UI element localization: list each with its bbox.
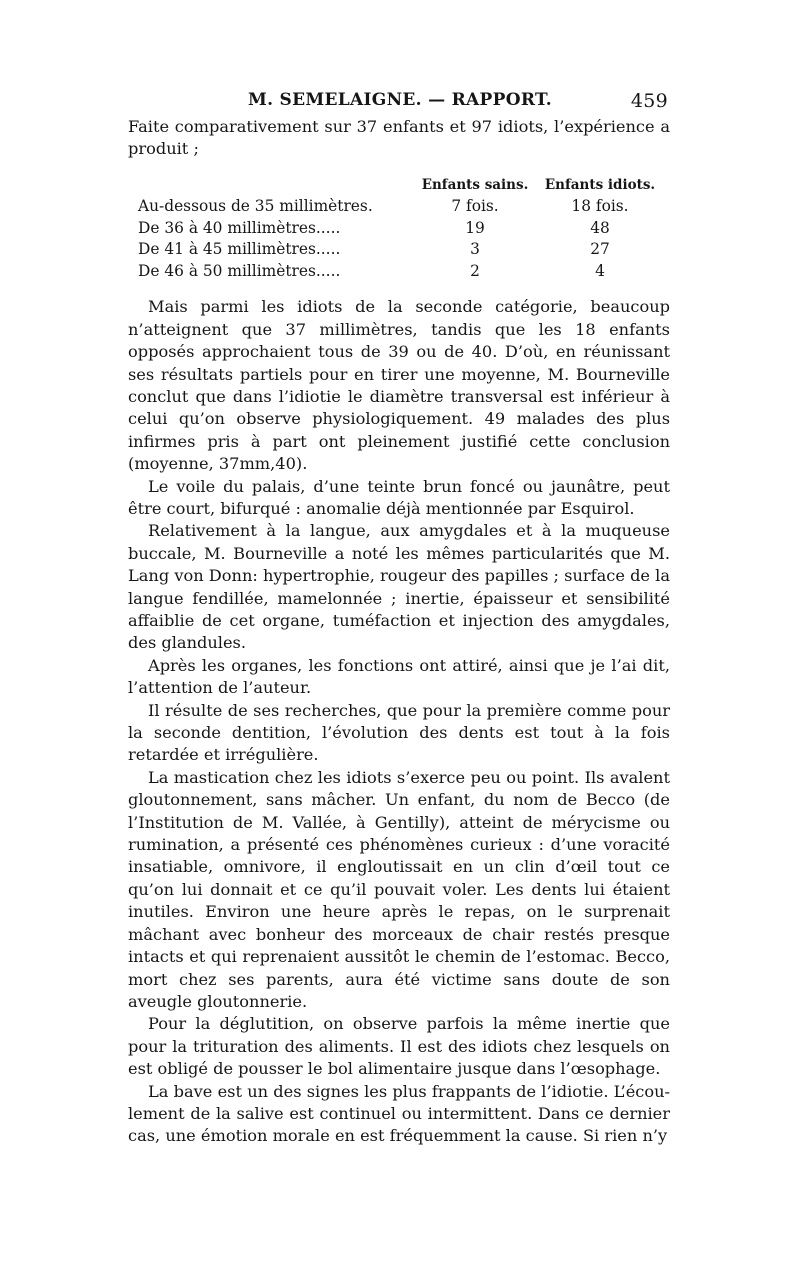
- page-header: [128, 90, 670, 116]
- table-row-label: De 46 à 50 millimètres.....: [138, 261, 341, 280]
- table-cell-sains: 3: [470, 240, 480, 259]
- table-header-sains: Enfants sains.: [421, 176, 529, 193]
- measurement-table: [138, 175, 672, 283]
- table-row: [138, 196, 672, 218]
- paragraph-diameter: Mais parmi les idiots de la seconde catégorie, beaucoup n’atteignent que 37 millimètres, tandis que les 18 enfants opposés approchaient tous de 39 ou de 40. D’où, en réunissant ses résultats partiels pour en tirer une moyenne, M. Bourneville conclut que dans l’idiotie le diamètre transversal est inférieur à celui qu’on observe physiologiquement. 49 malades des plus infirmes pris à part ont pleinement justifié cette conclusion (moyenne, 37mm,40).: [128, 297, 670, 474]
- paragraph-deglutition: Pour la déglutition, on observe parfois la même inertie que pour la trituration des aliments. Il est des idiots chez lesquels on est obligé de pousser le bol alimentaire jusque dans l’œsophage.: [128, 1014, 670, 1079]
- table-cell-idiots: 18 fois.: [571, 197, 629, 216]
- table-row-label: De 36 à 40 millimètres.....: [138, 218, 341, 237]
- table-row: [138, 218, 672, 240]
- table-cell-idiots: 4: [595, 261, 605, 280]
- intro-paragraph: Faite comparativement sur 37 enfants et 97 idiots, l’expérience a produit ;: [128, 117, 670, 159]
- table-cell-idiots: 27: [590, 240, 610, 259]
- table-header-empty: [138, 175, 420, 197]
- book-page: [128, 90, 670, 1148]
- table-header-row: [138, 175, 672, 197]
- paragraph-mastication: La mastication chez les idiots s’exerce peu ou point. Ils avalent gloutonnement, sans mâcher. Un enfant, du nom de Becco (de l’Institution de M. Vallée, à Gentilly), atteint de mérycisme ou rumination, a présenté ces phénomènes curieux : d’une voracité insatiable, omnivore, il engloutissait en un clin d’œil tout ce qu’on lui donnait et ce qu’il pouvait voler. Les dents lui étaient inutiles. Environ une heure après le repas, on le surprenait mâchant avec bonheur des morceaux de chair restés presque intacts et qui reprenaient aussitôt le chemin de l’estomac. Becco, mort chez ses parents, aura été victime sans doute de son aveugle gloutonnerie.: [128, 767, 670, 1011]
- paragraph-saliva: La bave est un des signes les plus frappants de l’idiotie. L’écoulement de la salive est continuel ou intermittent. Dans ce dernier cas, une émotion morale en est fréquemment la cause. Si rien n’y: [128, 1081, 670, 1146]
- table-header-idiots: Enfants idiots.: [544, 176, 656, 193]
- table-row: [138, 239, 672, 261]
- paragraph-dentition: Il résulte de ses recherches, que pour la première comme pour la seconde dentition, l’évolution des dents est tout à la fois retardée et irrégulière.: [128, 700, 670, 765]
- table-row: [138, 261, 672, 283]
- table-cell-sains: 19: [465, 218, 485, 237]
- paragraph-functions: Après les organes, les fonctions ont attiré, ainsi que je l’ai dit, l’attention de l’auteur.: [128, 655, 670, 698]
- table-cell-idiots: 48: [590, 218, 610, 237]
- table-row-label: Au-dessous de 35 millimètres.: [138, 197, 373, 216]
- paragraph-palate: Le voile du palais, d’une teinte brun foncé ou jaunâtre, peut être court, bifurqué : anomalie déjà mentionnée par Esquirol.: [128, 476, 670, 518]
- paragraph-tongue: Relativement à la langue, aux amygdales et à la muqueuse buccale, M. Bourneville a noté les mêmes particularités que M. Lang von Donn: hypertrophie, rougeur des papilles ; surface de la langue fendillée, mamelonnée ; inertie, épaisseur et sensibilité affaiblie de cet organe, tuméfaction et injection des amygdales, des glandules.: [128, 521, 670, 653]
- table-cell-sains: 2: [470, 261, 480, 280]
- page-number: 459: [630, 90, 668, 112]
- running-title: M. SEMELAIGNE. — RAPPORT.: [248, 90, 552, 110]
- table-row-label: De 41 à 45 millimètres.....: [138, 240, 341, 259]
- table-cell-sains: 7 fois.: [451, 197, 499, 216]
